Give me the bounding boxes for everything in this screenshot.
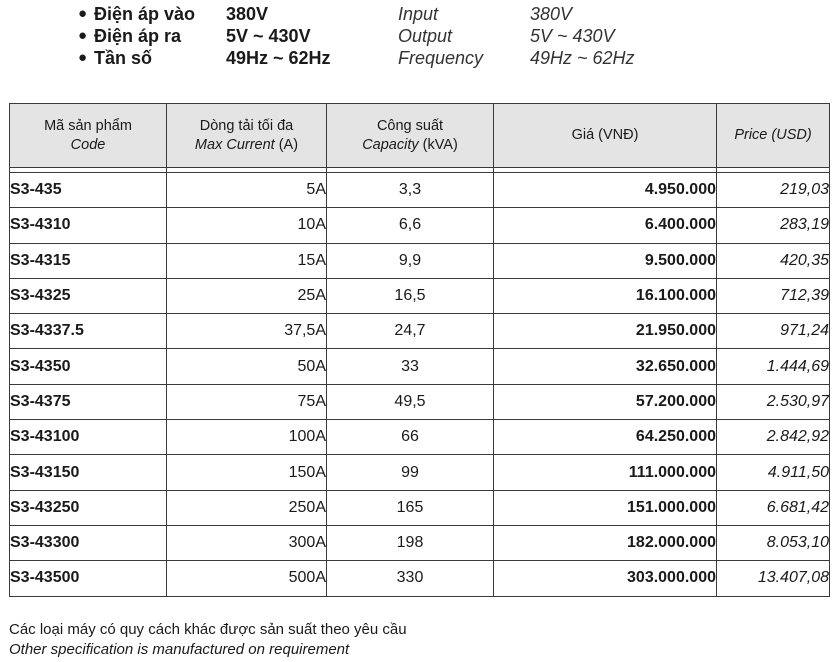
cell-current: 10A	[167, 208, 327, 243]
spec-vn-value: 5V ~ 430V	[226, 26, 311, 46]
cell-current: 5A	[167, 173, 327, 208]
cell-code: S3-43250	[10, 490, 167, 525]
spec-vn-label: Điện áp vào	[94, 4, 196, 24]
footnote-en: Other specification is manufactured on requirement	[9, 641, 350, 658]
footnote	[9, 620, 407, 660]
spec-en-value: 380V	[530, 4, 573, 24]
header-current: Dòng tải tối đa Max Current (A)	[167, 104, 327, 168]
spec-en-label: Output	[398, 26, 453, 46]
cell-price-vnd: 32.650.000	[494, 349, 717, 384]
cell-capacity: 330	[327, 561, 494, 596]
bullet-icon: ●	[78, 5, 88, 22]
cell-price-usd: 712,39	[717, 278, 830, 313]
spec-vn-label: Điện áp ra	[94, 26, 182, 46]
bullet-icon: ●	[78, 49, 88, 66]
cell-price-vnd: 64.250.000	[494, 420, 717, 455]
cell-price-usd: 2.842,92	[717, 420, 830, 455]
cell-code: S3-43300	[10, 525, 167, 560]
table-row	[10, 314, 830, 349]
cell-price-usd: 2.530,97	[717, 384, 830, 419]
cell-price-usd: 971,24	[717, 314, 830, 349]
cell-current: 37,5A	[167, 314, 327, 349]
cell-capacity: 198	[327, 525, 494, 560]
cell-capacity: 16,5	[327, 278, 494, 313]
cell-code: S3-43100	[10, 420, 167, 455]
cell-price-vnd: 111.000.000	[494, 455, 717, 490]
cell-current: 500A	[167, 561, 327, 596]
cell-price-usd: 283,19	[717, 208, 830, 243]
cell-current: 15A	[167, 243, 327, 278]
cell-price-vnd: 151.000.000	[494, 490, 717, 525]
spec-en-value: 5V ~ 430V	[530, 26, 615, 46]
cell-code: S3-4350	[10, 349, 167, 384]
cell-code: S3-4310	[10, 208, 167, 243]
cell-code: S3-4337.5	[10, 314, 167, 349]
cell-price-vnd: 182.000.000	[494, 525, 717, 560]
cell-price-vnd: 16.100.000	[494, 278, 717, 313]
table-row	[10, 278, 830, 313]
cell-price-vnd: 303.000.000	[494, 561, 717, 596]
table-row	[10, 455, 830, 490]
header-code: Mã sản phẩm Code	[10, 104, 167, 168]
table-row	[10, 525, 830, 560]
spec-en-label: Input	[398, 4, 439, 24]
cell-current: 75A	[167, 384, 327, 419]
cell-price-vnd: 9.500.000	[494, 243, 717, 278]
cell-price-usd: 8.053,10	[717, 525, 830, 560]
cell-code: S3-4375	[10, 384, 167, 419]
price-table	[9, 103, 830, 597]
cell-capacity: 6,6	[327, 208, 494, 243]
bullet-icon: ●	[78, 27, 88, 44]
cell-price-usd: 13.407,08	[717, 561, 830, 596]
header-capacity: Công suất Capacity (kVA)	[327, 104, 494, 168]
cell-current: 300A	[167, 525, 327, 560]
cell-code: S3-43500	[10, 561, 167, 596]
cell-price-usd: 4.911,50	[717, 455, 830, 490]
table-row	[10, 243, 830, 278]
cell-capacity: 99	[327, 455, 494, 490]
spec-vn-value: 49Hz ~ 62Hz	[226, 48, 331, 68]
cell-code: S3-435	[10, 173, 167, 208]
table-row	[10, 208, 830, 243]
spec-en-value: 49Hz ~ 62Hz	[530, 48, 635, 68]
cell-capacity: 165	[327, 490, 494, 525]
cell-current: 25A	[167, 278, 327, 313]
cell-price-usd: 6.681,42	[717, 490, 830, 525]
spec-vn-label: Tần số	[94, 48, 153, 68]
cell-current: 150A	[167, 455, 327, 490]
cell-price-usd: 420,35	[717, 243, 830, 278]
table-row	[10, 173, 830, 208]
cell-capacity: 33	[327, 349, 494, 384]
cell-current: 50A	[167, 349, 327, 384]
cell-current: 100A	[167, 420, 327, 455]
spec-en-label: Frequency	[398, 48, 484, 68]
cell-code: S3-4315	[10, 243, 167, 278]
table-row	[10, 349, 830, 384]
cell-code: S3-43150	[10, 455, 167, 490]
header-price-vnd: Giá (VNĐ)	[494, 104, 717, 168]
cell-current: 250A	[167, 490, 327, 525]
header-price-usd: Price (USD)	[717, 104, 830, 168]
cell-capacity: 9,9	[327, 243, 494, 278]
cell-price-usd: 219,03	[717, 173, 830, 208]
cell-capacity: 24,7	[327, 314, 494, 349]
cell-price-usd: 1.444,69	[717, 349, 830, 384]
table-row	[10, 420, 830, 455]
footnote-vn: Các loại máy có quy cách khác được sản suất theo yêu cầu	[9, 621, 407, 638]
cell-capacity: 3,3	[327, 173, 494, 208]
spec-vn-value: 380V	[226, 4, 269, 24]
cell-price-vnd: 21.950.000	[494, 314, 717, 349]
table-row	[10, 490, 830, 525]
cell-code: S3-4325	[10, 278, 167, 313]
cell-price-vnd: 4.950.000	[494, 173, 717, 208]
cell-capacity: 66	[327, 420, 494, 455]
cell-capacity: 49,5	[327, 384, 494, 419]
table-row	[10, 384, 830, 419]
table-header-row	[10, 104, 830, 168]
cell-price-vnd: 6.400.000	[494, 208, 717, 243]
cell-price-vnd: 57.200.000	[494, 384, 717, 419]
table-row	[10, 561, 830, 596]
